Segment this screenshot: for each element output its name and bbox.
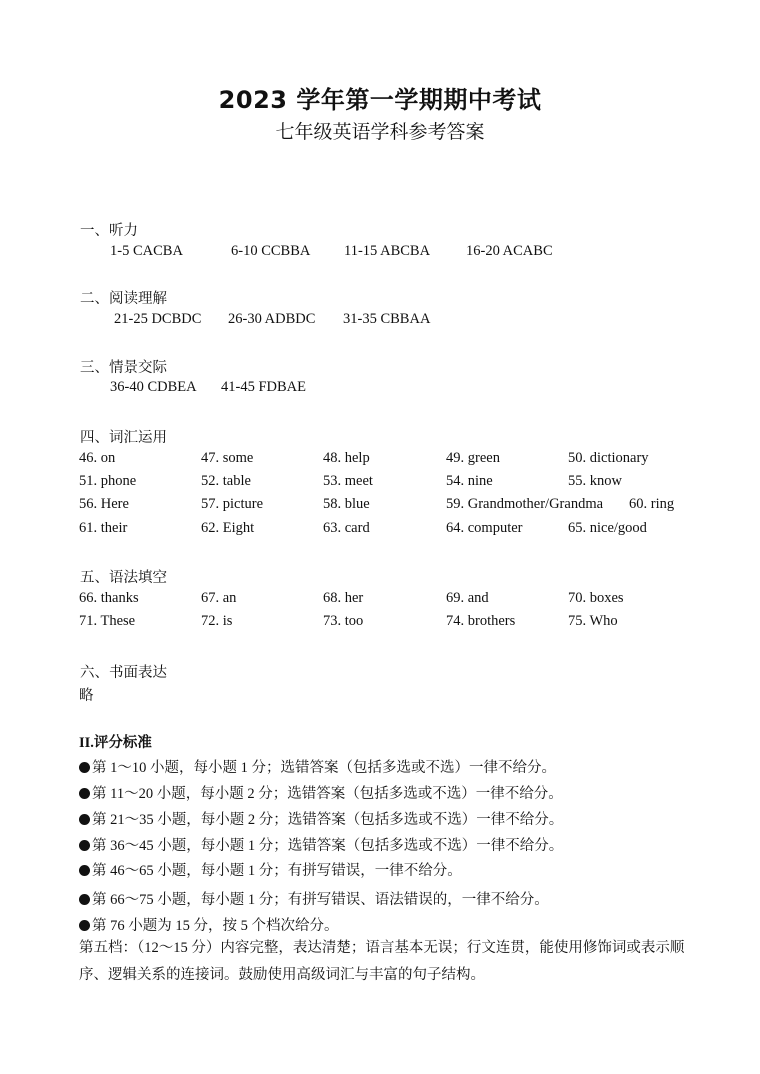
grammar-answer: 69. and (446, 590, 489, 606)
vocab-answer: 61. their (79, 520, 128, 536)
vocab-answer: 55. know (568, 473, 622, 489)
answer-group: 36-40 CDBEA (110, 379, 197, 395)
answer-group: 21-25 DCBDC (114, 311, 202, 327)
vocab-answer: 58. blue (323, 496, 370, 512)
grammar-answer: 71. These (79, 613, 136, 629)
bullet-icon (79, 762, 90, 773)
exam-subtitle: 七年级英语学科参考答案 (275, 121, 485, 143)
scoring-item: 第 1～10 小题，每小题 1 分；选错答案（包括多选或不选）一律不给分。 (79, 756, 556, 777)
vocab-answer: 47. some (201, 450, 254, 466)
grammar-answer: 74. brothers (446, 613, 516, 629)
grammar-answer: 75. Who (568, 613, 618, 629)
grammar-answer: 66. thanks (79, 590, 139, 606)
section-heading-reading: 二、阅读理解 (80, 291, 167, 307)
scoring-item: 第 66～75 小题，每小题 1 分；有拼写错误、语法错误的，一律不给分。 (79, 888, 549, 909)
scoring-heading: II.评分标准 (79, 735, 152, 751)
vocab-answer: 56. Here (79, 496, 129, 512)
grammar-answer: 67. an (201, 590, 237, 606)
bullet-icon (79, 894, 90, 905)
vocab-answer: 62. Eight (201, 520, 255, 536)
answer-group: 1-5 CACBA (110, 243, 183, 259)
vocab-answer: 60. ring (629, 496, 675, 512)
answer-group: 16-20 ACABC (466, 243, 553, 259)
section-heading-vocabulary: 四、词汇运用 (80, 430, 167, 446)
answer-group: 6-10 CCBBA (231, 243, 311, 259)
grammar-answer: 70. boxes (568, 590, 624, 606)
bullet-icon (79, 920, 90, 931)
vocab-answer: 50. dictionary (568, 450, 649, 466)
exam-title: 2023 学年第一学期期中考试 (218, 86, 542, 114)
section-heading-writing: 六、书面表达 (80, 665, 167, 681)
vocab-answer: 57. picture (201, 496, 264, 512)
vocab-answer: 48. help (323, 450, 370, 466)
grammar-answer: 73. too (323, 613, 364, 629)
vocab-answer: 52. table (201, 473, 251, 489)
vocab-answer: 46. on (79, 450, 116, 466)
answer-group: 11-15 ABCBA (344, 243, 431, 259)
scoring-level-5: 第五档：（12～15 分）内容完整，表达清楚；语言基本无误；行文连贯，能使用修饰词或表示顺序、逻辑关系的连接词。鼓励使用高级词汇与丰富的句子结构。 (79, 940, 685, 983)
answer-group: 41-45 FDBAE (221, 379, 306, 395)
bullet-icon (79, 840, 90, 851)
grammar-answer: 72. is (201, 613, 233, 629)
scoring-item: 第 36～45 小题，每小题 1 分；选错答案（包括多选或不选）一律不给分。 (79, 834, 563, 855)
grammar-answer: 68. her (323, 590, 364, 606)
vocab-answer: 49. green (446, 450, 500, 466)
scoring-item: 第 11～20 小题，每小题 2 分；选错答案（包括多选或不选）一律不给分。 (79, 782, 563, 803)
scoring-item: 第 76 小题为 15 分，按 5 个档次给分。 (79, 914, 339, 935)
bullet-icon (79, 865, 90, 876)
answer-group: 31-35 CBBAA (343, 311, 431, 327)
section-heading-grammar: 五、语法填空 (80, 570, 167, 586)
answer-group: 26-30 ADBDC (228, 311, 316, 327)
vocab-answer: 63. card (323, 520, 370, 536)
vocab-answer: 65. nice/good (568, 520, 647, 536)
section-heading-listening: 一、听力 (80, 223, 138, 239)
vocab-answer: 64. computer (446, 520, 523, 536)
writing-note: 略 (79, 688, 94, 704)
vocab-answer: 54. nine (446, 473, 493, 489)
vocab-answer: 51. phone (79, 473, 137, 489)
vocab-answer: 53. meet (323, 473, 373, 489)
vocab-answer: 59. Grandmother/Grandma (446, 496, 604, 512)
scoring-item: 第 21～35 小题，每小题 2 分；选错答案（包括多选或不选）一律不给分。 (79, 808, 563, 829)
bullet-icon (79, 814, 90, 825)
section-heading-situational: 三、情景交际 (80, 360, 167, 376)
bullet-icon (79, 788, 90, 799)
scoring-item: 第 46～65 小题，每小题 1 分；有拼写错误，一律不给分。 (79, 859, 462, 880)
